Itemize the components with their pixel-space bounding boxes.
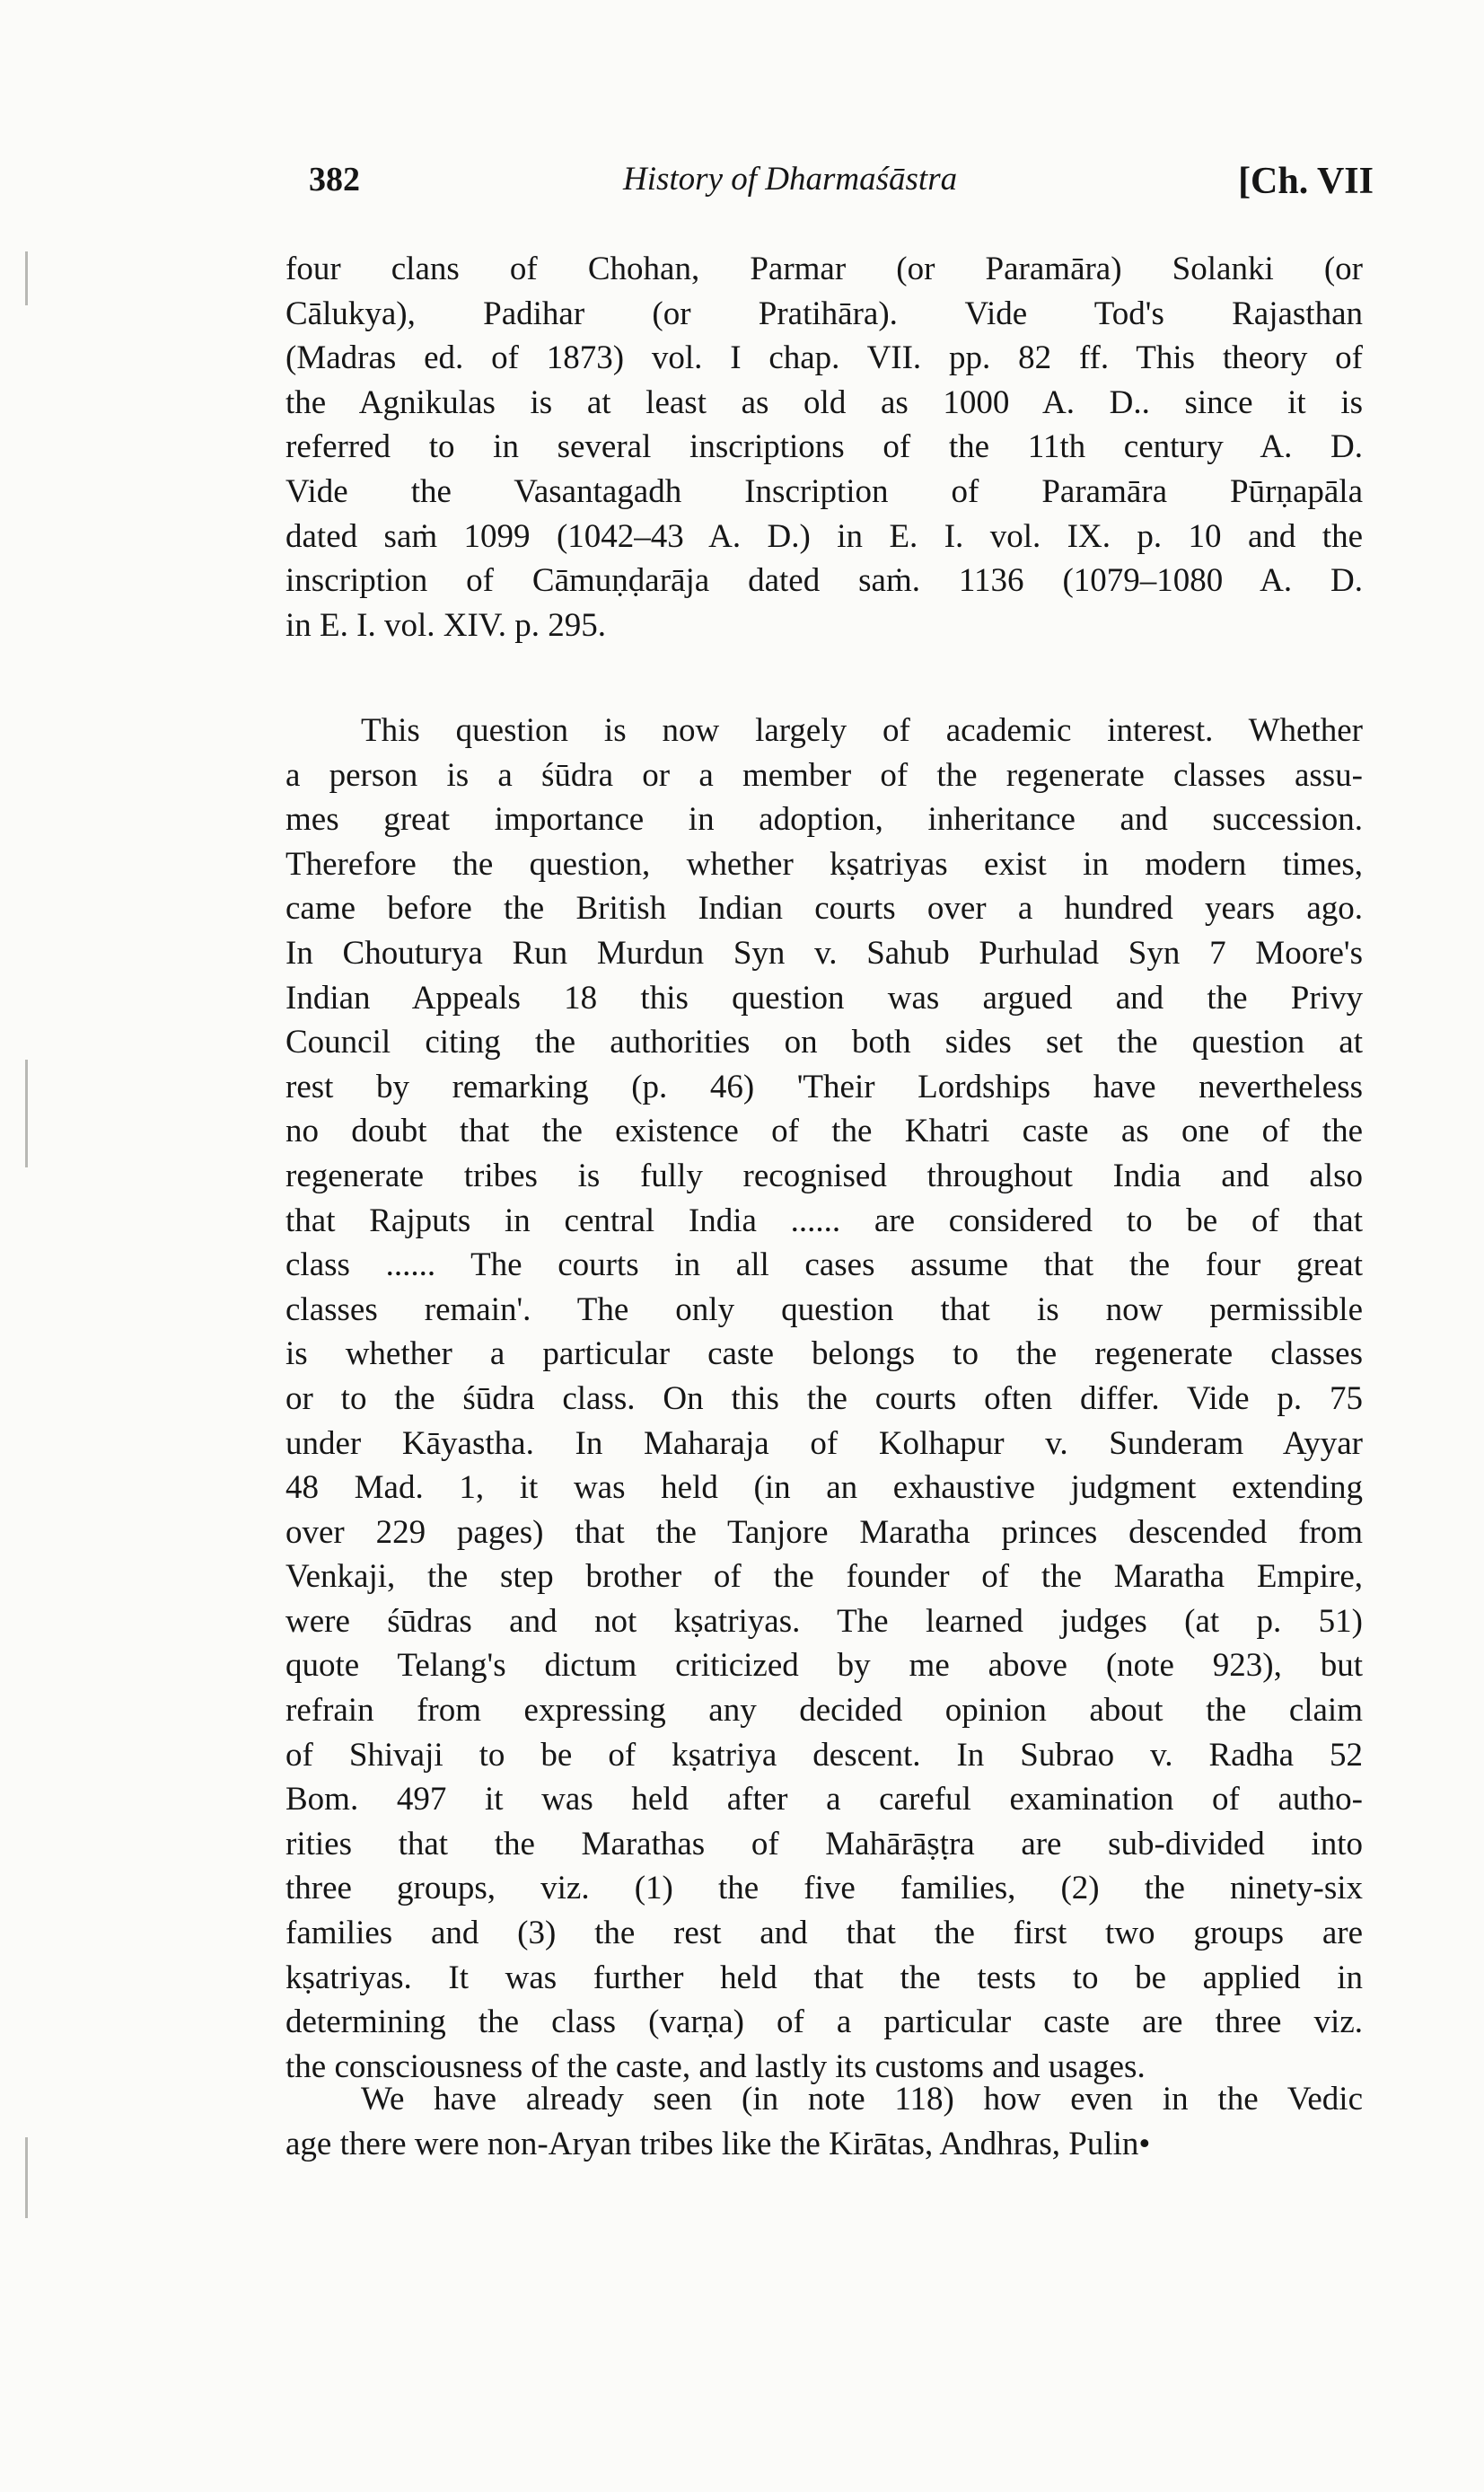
text-line: over 229 pages) that the Tanjore Maratha princes descended from xyxy=(285,1513,1363,1551)
text-line: classes remain'. The only question that is now permissible xyxy=(285,1290,1363,1328)
text-line: is whether a particular caste belongs to the regenerate classes xyxy=(285,1335,1363,1373)
text-line: or to the śūdra class. On this the courts often differ. Vide p. 75 xyxy=(285,1379,1363,1417)
text-line: under Kāyastha. In Maharaja of Kolhapur v. Sunderam Ayyar xyxy=(285,1424,1363,1462)
left-edge-mark xyxy=(25,2137,28,2218)
text-line: were śūdras and not kṣatriyas. The learned judges (at p. 51) xyxy=(285,1602,1363,1640)
text-line: refrain from expressing any decided opinion about the claim xyxy=(285,1692,1363,1730)
text-line: rities that the Marathas of Mahārāṣṭra are sub-divided into xyxy=(285,1825,1363,1862)
text-line: no doubt that the existence of the Khatri caste as one of the xyxy=(285,1113,1363,1150)
text-line: 48 Mad. 1, it was held (in an exhaustive judgment extending xyxy=(285,1469,1363,1507)
text-line: dated saṁ 1099 (1042–43 A. D.) in E. I. vol. IX. p. 10 and the xyxy=(285,517,1363,555)
text-line: This question is now largely of academic interest. Whether xyxy=(361,712,1363,749)
text-line: rest by remarking (p. 46) 'Their Lordships have nevertheless xyxy=(285,1068,1363,1105)
text-line: Indian Appeals 18 this question was argued and the Privy xyxy=(285,979,1363,1017)
text-line: four clans of Chohan, Parmar (or Paramāra) Solanki (or xyxy=(285,251,1363,287)
text-line: in E. I. vol. XIV. p. 295. xyxy=(285,606,606,644)
running-title: History of Dharmaśāstra xyxy=(623,161,958,198)
text-line: that Rajputs in central India ...... are considered to be of that xyxy=(285,1202,1363,1239)
text-line: Vide the Vasantagadh Inscription of Paramāra Pūrṇapāla xyxy=(285,472,1363,510)
text-line: families and (3) the rest and that the first two groups are xyxy=(285,1915,1363,1952)
text-line: mes great importance in adoption, inheritance and succession. xyxy=(285,801,1363,839)
paragraph-footnote-continuation xyxy=(285,247,1363,647)
text-line: referred to in several inscriptions of the 11th century A. D. xyxy=(285,428,1363,466)
text-line: of Shivaji to be of kṣatriya descent. In Subrao v. Radha 52 xyxy=(285,1736,1363,1774)
text-line: inscription of Cāmuṇḍarāja dated saṁ. 1136 (1079–1080 A. D. xyxy=(285,562,1363,600)
page-number: 382 xyxy=(309,161,360,198)
text-line: Therefore the question, whether kṣatriyas exist in modern times, xyxy=(285,845,1363,883)
text-line: quote Telang's dictum criticized by me above (note 923), but xyxy=(285,1647,1363,1685)
text-line: class ...... The courts in all cases assume that the four great xyxy=(285,1246,1363,1284)
text-line: We have already seen (in note 118) how even in the Vedic xyxy=(361,2081,1363,2118)
text-line: a person is a śūdra or a member of the regenerate classes assu- xyxy=(285,756,1363,794)
text-line: Venkaji, the step brother of the founder of the Maratha Empire, xyxy=(285,1558,1363,1596)
chapter-reference: [Ch. VII xyxy=(1238,161,1374,202)
text-line: (Madras ed. of 1873) vol. I chap. VII. pp. 82 ff. This theory of xyxy=(285,339,1363,377)
text-line: Council citing the authorities on both sides set the question at xyxy=(285,1024,1363,1061)
text-line: the Agnikulas is at least as old as 1000 A. D.. since it is xyxy=(285,383,1363,421)
text-line: kṣatriyas. It was further held that the tests to be applied in xyxy=(285,1959,1363,1996)
text-line: age there were non-Aryan tribes like the Kirātas, Andhras, Pulin• xyxy=(285,2125,1151,2162)
text-line: Cālukya), Padihar (or Pratihāra). Vide Tod's Rajasthan xyxy=(285,295,1363,332)
text-line: In Chouturya Run Murdun Syn v. Sahub Purhulad Syn 7 Moore's xyxy=(285,934,1363,972)
paragraph-academic-interest xyxy=(285,709,1363,2089)
text-line: regenerate tribes is fully recognised throughout India and also xyxy=(285,1157,1363,1194)
text-line: the consciousness of the caste, and lastly its customs and usages. xyxy=(285,2047,1146,2085)
text-line: Bom. 497 it was held after a careful examination of autho- xyxy=(285,1781,1363,1818)
left-edge-mark xyxy=(25,1060,28,1167)
page-header xyxy=(309,160,1374,214)
text-line: came before the British Indian courts over a hundred years ago. xyxy=(285,890,1363,928)
text-line: determining the class (varṇa) of a particular caste are three viz. xyxy=(285,2003,1363,2041)
paragraph-non-aryan-tribes xyxy=(285,2077,1363,2166)
text-line: three groups, viz. (1) the five families, (2) the ninety-six xyxy=(285,1870,1363,1907)
left-edge-mark xyxy=(25,251,28,305)
